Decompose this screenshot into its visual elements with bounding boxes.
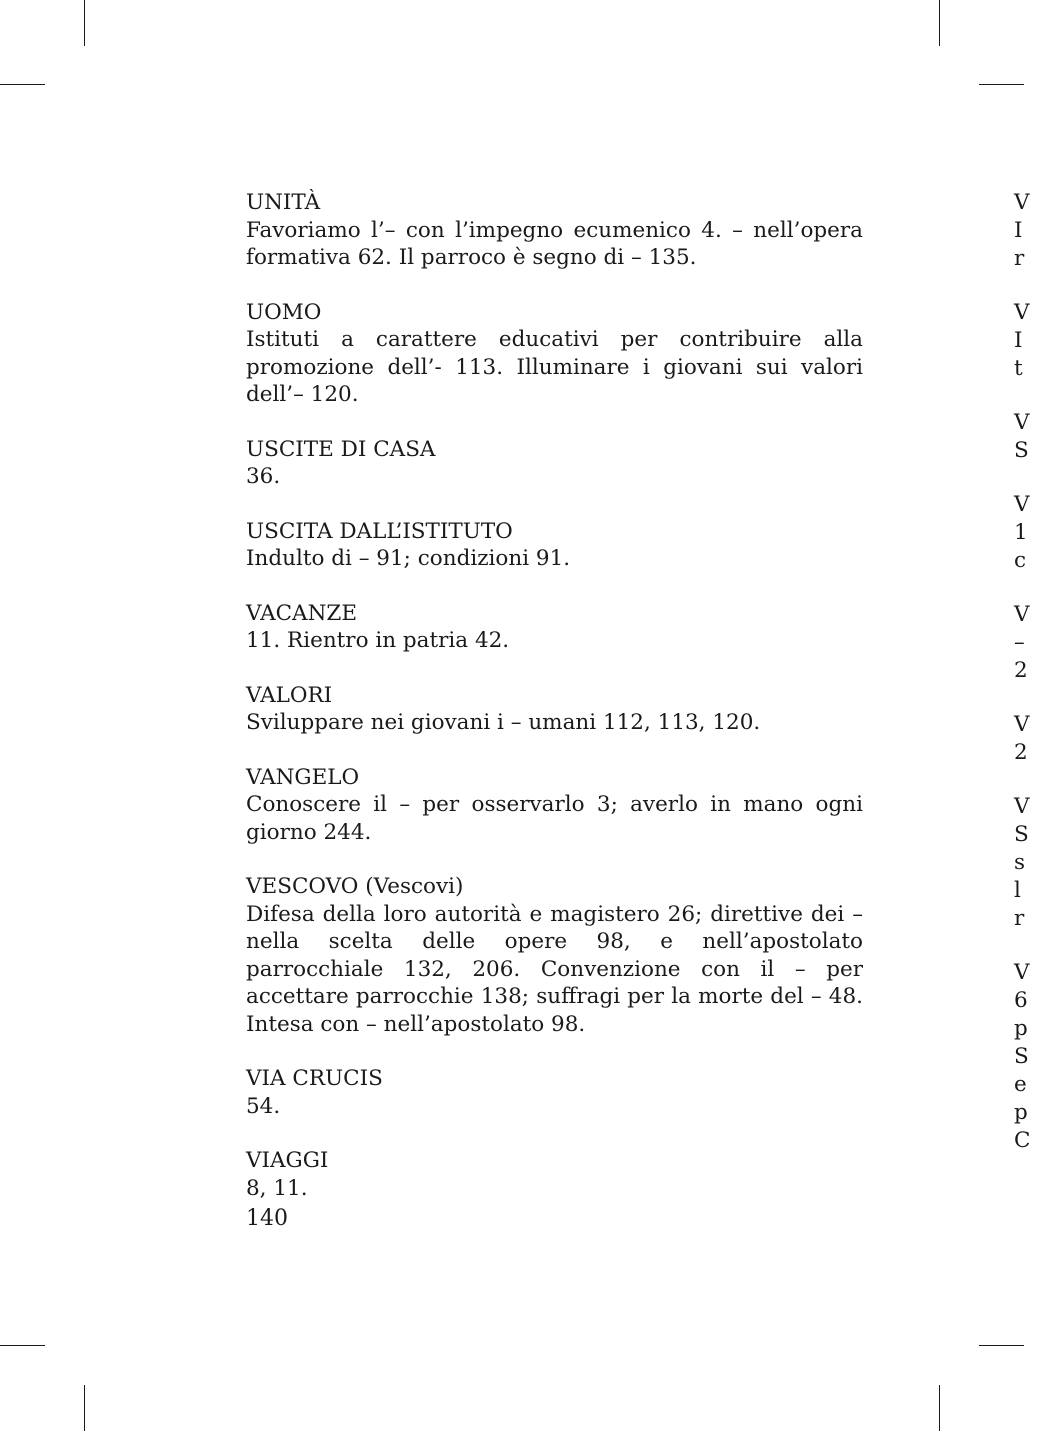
adjacent-fragment: p [1014,1016,1028,1041]
crop-mark-bottom-right-vertical [939,1385,940,1431]
adjacent-fragment: V [1014,602,1030,627]
adjacent-fragment: V [1014,300,1030,325]
entry-heading: VIA CRUCIS [246,1066,383,1091]
adjacent-fragment: V [1014,492,1030,517]
entry-body: 54. [246,1093,281,1119]
entry-body: Favoriamo l’– con l’impegno ecumenico 4. – nell’opera formativa 62. Il parroco è segno di – 135. [246,217,863,270]
adjacent-fragment: 2 [1014,740,1028,765]
entry-body: 8, 11. [246,1175,308,1201]
adjacent-fragment: t [1014,356,1023,381]
adjacent-fragment: e [1014,1072,1027,1097]
crop-mark-top-left-horizontal [0,84,45,85]
entry-heading: UOMO [246,299,322,325]
entry-heading: VACANZE [246,600,358,626]
entry-body: Difesa della loro autorità e magistero 26; direttive dei – nella scelta delle opere 98, e nell’apostolato parrocchiale 132, 206. Convenzione con il – per accettare parrocchie 138; suffragi per la morte del – 48. Intesa con – nell’apostolato 98. [246,901,863,1037]
adjacent-fragment: S [1014,438,1029,463]
index-entry [246,1147,863,1202]
adjacent-fragment: V [1014,190,1030,215]
entry-body: Indulto di – 91; condizioni 91. [246,546,571,571]
crop-mark-bottom-left-vertical [84,1385,85,1431]
entry-heading: USCITE DI CASA [246,436,436,462]
crop-mark-bottom-left-horizontal [0,1345,45,1346]
entry-heading: VALORI [246,682,333,708]
adjacent-fragment: l [1014,878,1021,903]
entry-body: 36. [246,464,281,489]
crop-mark-top-left-vertical [84,0,85,46]
adjacent-fragment: C [1014,1128,1031,1153]
entry-heading: UNITÀ [246,190,321,215]
entry-body: 11. Rientro in patria 42. [246,628,510,653]
index-entry [246,682,863,737]
index-entry [246,1065,863,1120]
adjacent-fragment: r [1014,906,1025,931]
index-entry [246,518,863,573]
adjacent-fragment: V [1014,410,1030,435]
adjacent-fragment: p [1014,1100,1028,1125]
adjacent-fragment: S [1014,1044,1029,1069]
index-column [246,189,863,1229]
adjacent-fragment: s [1014,850,1026,875]
index-entry [246,600,863,655]
index-entry [246,299,863,409]
adjacent-fragment: c [1014,548,1027,573]
entry-body: Conoscere il – per osservarlo 3; averlo in mano ogni giorno 244. [246,792,863,845]
adjacent-fragment: I [1014,218,1023,243]
adjacent-fragment: 6 [1014,988,1028,1013]
adjacent-fragment: 1 [1014,520,1028,545]
adjacent-fragment: – [1014,630,1025,655]
entry-body: Istituti a carattere educativi per contribuire alla promozione dell’- 113. Illuminare i giovani sui valori dell’– 120. [246,327,863,407]
page-number: 140 [246,1206,288,1231]
index-entry [246,764,863,847]
entry-heading-note: (Vescovi) [365,874,464,899]
index-entry [246,189,863,272]
adjacent-fragment: V [1014,712,1030,737]
entry-heading: VIAGGI [246,1148,329,1173]
adjacent-fragment: I [1014,328,1023,353]
entry-heading: VESCOVO (Vescovi) [246,874,464,899]
entry-heading: VANGELO [246,764,360,790]
adjacent-fragment: r [1014,246,1025,271]
index-entry [246,873,863,1038]
index-entry [246,436,863,491]
adjacent-fragment: V [1014,794,1030,819]
adjacent-fragment: S [1014,822,1029,847]
crop-mark-top-right-vertical [939,0,940,46]
adjacent-fragment: V [1014,960,1030,985]
entry-body: Sviluppare nei giovani i – umani 112, 113, 120. [246,710,761,735]
crop-mark-top-right-horizontal [979,84,1024,85]
adjacent-fragment: 2 [1014,658,1028,683]
crop-mark-bottom-right-horizontal [979,1345,1024,1346]
entry-heading: USCITA DALL’ISTITUTO [246,518,513,544]
